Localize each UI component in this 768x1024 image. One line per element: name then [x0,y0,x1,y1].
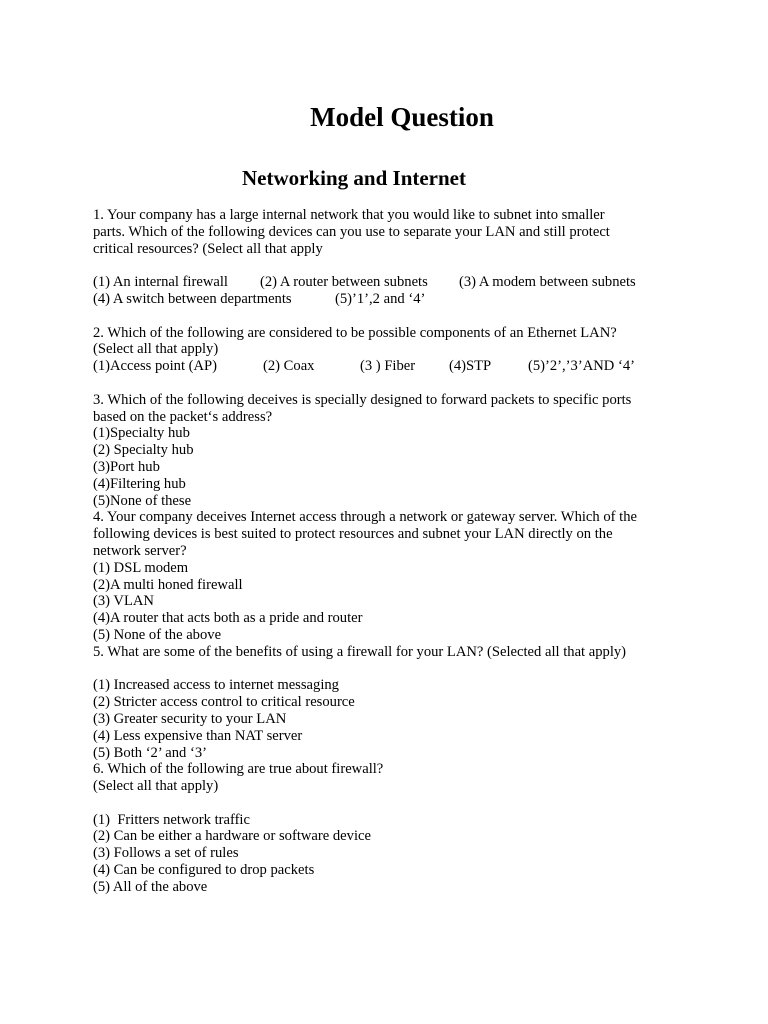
spacer [93,795,693,812]
option: (3) A modem between subnets [459,274,636,291]
spacer [93,661,693,678]
page-title: Model Question [310,102,494,132]
question-list [93,207,693,896]
option: (1) Fritters network traffic [93,811,250,828]
option: (4)A router that acts both as a pride and router [93,610,363,627]
question-2 [93,325,693,392]
option: (5)’1’,2 and ‘4’ [335,290,426,307]
question-text: network server? [93,542,187,559]
question-text: 5. What are some of the benefits of using a firewall for your LAN? (Selected all that apply) [93,643,627,660]
option: (3) Follows a set of rules [93,845,239,862]
option: (1) Increased access to internet messaging [93,677,339,694]
option: (2)A multi honed firewall [93,576,243,593]
option: (5) Both ‘2’ and ‘3’ [93,744,208,761]
option: (3 ) Fiber [360,358,416,375]
option: (5) None of the above [93,626,222,643]
option: (4)Filtering hub [93,475,186,492]
option: (5) All of the above [93,878,208,895]
option: (2) Coax [263,358,315,375]
option: (5)’2’,’3’AND ‘4’ [528,358,635,375]
options-row [93,291,693,308]
option: (4) Can be configured to drop packets [93,862,315,879]
option: (4) Less expensive than NAT server [93,727,303,744]
question-text: (Select all that apply) [93,778,219,795]
option: (1)Access point (AP) [93,358,218,375]
options-row [93,358,693,375]
option: (3)Port hub [93,458,160,475]
page-subtitle: Networking and Internet [242,166,466,190]
option: (1)Specialty hub [93,425,190,442]
question-5 [93,644,693,762]
option: (4)STP [449,358,492,375]
question-text: parts. Which of the following devices can you use to separate your LAN and still protect [93,223,610,240]
question-text: 6. Which of the following are true about firewall? [93,761,384,778]
question-4 [93,509,693,643]
question-text: based on the packet‘s address? [93,408,273,425]
option: (3) VLAN [93,593,154,610]
question-text: (Select all that apply) [93,341,219,358]
option: (2) Can be either a hardware or software device [93,828,371,845]
question-3 [93,392,693,510]
question-text: critical resources? (Select all that apply [93,240,323,257]
option: (1) DSL modem [93,559,189,576]
question-text: 2. Which of the following are considered to be possible components of an Ethernet LAN? [93,324,617,341]
option: (4) A switch between departments [93,290,292,307]
option: (1) An internal firewall [93,274,228,291]
question-text: 3. Which of the following deceives is specially designed to forward packets to specific ports [93,391,632,408]
option: (2) A router between subnets [260,274,428,291]
question-text: following devices is best suited to protect resources and subnet your LAN directly on the [93,526,613,543]
question-text: 1. Your company has a large internal network that you would like to subnet into smaller [93,207,605,223]
question-text: 4. Your company deceives Internet access through a network or gateway server. Which of the [93,509,637,526]
option: (3) Greater security to your LAN [93,710,287,727]
spacer [93,257,693,274]
option: (2) Specialty hub [93,442,194,459]
question-6 [93,761,693,895]
options-row [93,274,693,291]
option: (5)None of these [93,492,192,509]
spacer [93,308,693,325]
option: (2) Stricter access control to critical resource [93,694,355,711]
spacer [93,375,693,392]
question-1 [93,207,693,325]
